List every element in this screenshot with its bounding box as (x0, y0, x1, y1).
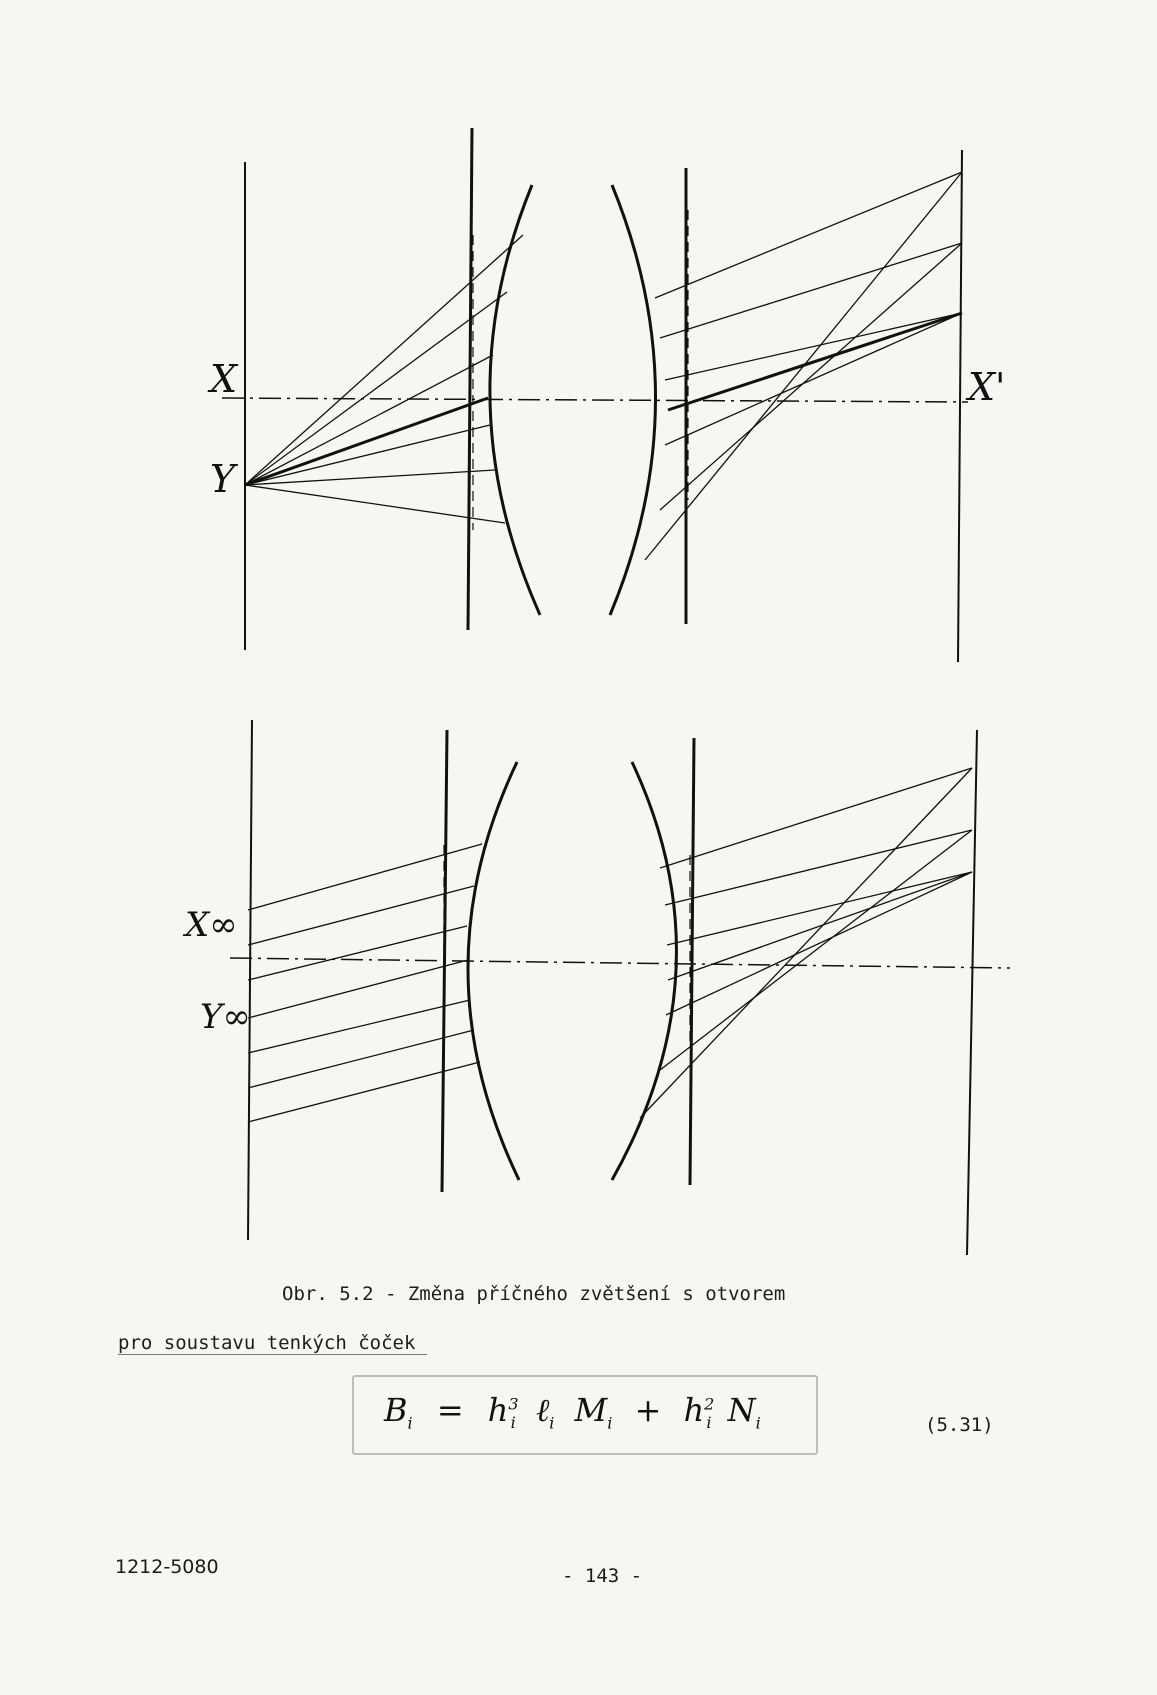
label-x: X (210, 357, 238, 401)
object-ray-fan (245, 235, 523, 523)
figure-caption: Obr. 5.2 - Změna příčného zvětšení s otvorem (282, 1283, 786, 1305)
label-y: Y (210, 457, 236, 501)
formula-box (352, 1375, 818, 1455)
document-code: 1212-5080 (115, 1556, 219, 1578)
figure-caption-subtitle: pro soustavu tenkých čoček (118, 1332, 427, 1355)
lens-rear-surface (612, 762, 676, 1180)
lens-diagram-infinite-object (0, 700, 1157, 1280)
formula: $B_i = h^3_i$ ℓ$_i$ $M_i + h^2_i$ $N_i$ (384, 1391, 761, 1433)
image-plane-line (967, 730, 977, 1255)
label-y-infinity: Y∞ (200, 997, 251, 1037)
optical-axis (230, 958, 1010, 968)
label-x-infinity: X∞ (185, 905, 238, 945)
lens-diagram-finite-object (0, 0, 1157, 680)
label-x-prime: X' (968, 365, 1006, 409)
image-ray-fan (645, 172, 962, 560)
exit-stop-line (690, 738, 694, 1185)
optical-axis (222, 398, 968, 402)
equation-number: (5.31) (925, 1414, 994, 1436)
entrance-stop-line (468, 128, 472, 630)
image-plane-line (958, 150, 962, 662)
page-number: - 143 - (562, 1565, 643, 1587)
lens-front-surface (468, 762, 519, 1180)
parallel-ray-bundle (248, 844, 482, 1122)
